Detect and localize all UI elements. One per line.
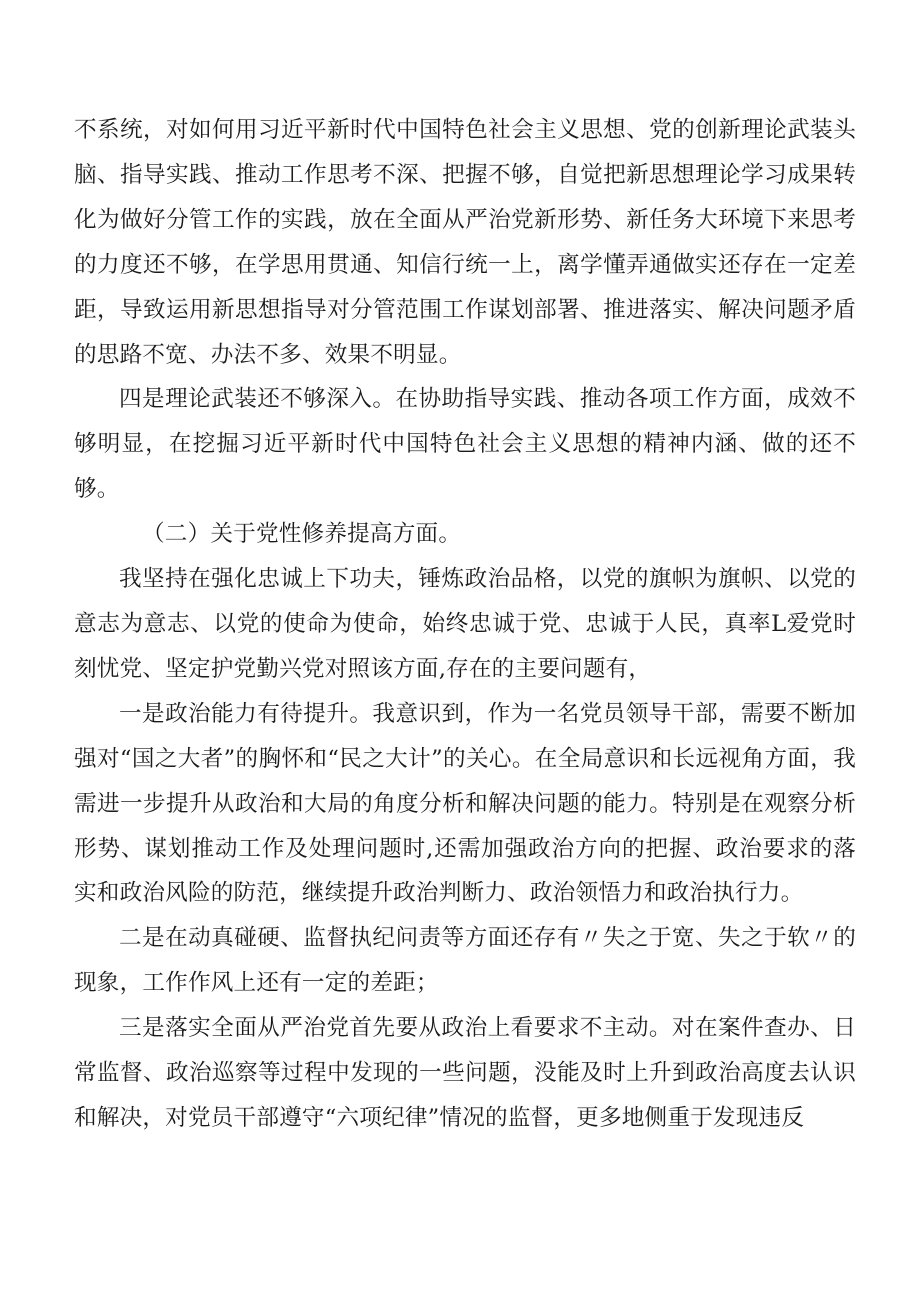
paragraph-continuation: 不系统，对如何用习近平新时代中国特色社会主义思想、党的创新理论武装头脑、指导实践、推动工作思考不深、把握不够，自觉把新思想理论学习成果转化为做好分管工作的实践，放在全面从严治党新形势、新任务大环境下来思考的力度还不够，在学思用贯通、知信行统一上，离学懂弄通做实还存在一定差距，导致运用新思想指导对分管范围工作谋划部署、推进落实、解决问题矛盾的思路不宽、办法不多、效果不明显。: [74, 117, 856, 368]
paragraph-point-two: 二是在动真碰硬、监督执纪问责等方面还存有〃失之于宽、失之于软〃的现象，工作作风上还有一定的差距；: [74, 925, 856, 997]
paragraph-point-three: 三是落实全面从严治党首先要从政治上看要求不主动。对在案件查办、日常监督、政治巡察等过程中发现的一些问题，没能及时上升到政治高度去认识和解决，对党员干部遵守“六项纪律”情况的监督，更多地侧重于发现违反: [74, 1015, 856, 1131]
section-heading-party-spirit: （二）关于党性修养提高方面。: [142, 521, 462, 548]
document-page: [74, 108, 856, 1141]
paragraph-point-one: 一是政治能力有待提升。我意识到，作为一名党员领导干部，需要不断加强对“国之大者”的胸怀和“民之大计”的关心。在全局意识和长远视角方面，我需进一步提升从政治和大局的角度分析和解决问题的能力。特别是在观察分析形势、谋划推动工作及处理问题时,还需加强政治方向的把握、政治要求的落实和政治风险的防范，继续提升政治判断力、政治领悟力和政治执行力。: [74, 700, 856, 907]
paragraph-point-four: 四是理论武装还不够深入。在协助指导实践、推动各项工作方面，成效不够明显，在挖掘习近平新时代中国特色社会主义思想的精神内涵、做的还不够。: [74, 386, 856, 503]
paragraph-loyalty: 我坚持在强化忠诚上下功夫，锤炼政治品格，以党的旗帜为旗帜、以党的意志为意志、以党的使命为使命，始终忠诚于党、忠诚于人民，真率L爱党时刻忧党、坚定护党勤兴党对照该方面,存在的主要问题有，: [74, 566, 856, 682]
